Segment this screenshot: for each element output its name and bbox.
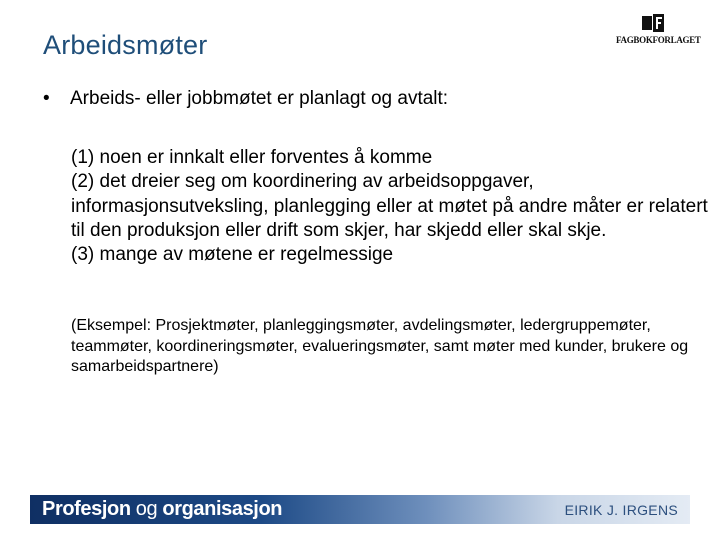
criterion-item: (3) mange av møtene er regelmessige: [71, 244, 394, 266]
footer-title: [42, 498, 282, 521]
criterion-item: (2) det dreier seg om koordinering av arbeidsoppgaver, informasjonsutveksling, planlegging eller at møtet på andre måter er relatert til den produksjon eller drift som skjer, har skjedd eller skal skje.: [71, 171, 708, 241]
publisher-logo: [616, 14, 701, 50]
footer-author: EIRIK J. IRGENS: [564, 502, 678, 518]
bullet-symbol: •: [43, 88, 50, 109]
publisher-logo-text: FAGBOKFORLAGET: [616, 35, 701, 45]
criterion-item: (1) noen er innkalt eller forventes å komme: [71, 147, 433, 168]
slide-title: Arbeidsmøter: [43, 30, 208, 60]
main-bullet: [43, 88, 448, 110]
footer-title-part: organisasjon: [157, 498, 283, 520]
example-text: (Eksempel: Prosjektmøter, planleggingsmøter, avdelingsmøter, ledergruppemøter, teammøter, koordineringsmøter, evalueringsmøter, samt møter med kunder, brukere og samarbeidspartnere): [71, 317, 689, 375]
criteria-list: [71, 146, 711, 267]
footer-title-part: Profesjon: [42, 498, 136, 520]
bullet-text: Arbeids- eller jobbmøtet er planlagt og avtalt:: [70, 88, 449, 109]
footer-title-part: og: [135, 498, 158, 520]
book-icon: [642, 14, 664, 32]
footer-banner: [30, 495, 690, 524]
